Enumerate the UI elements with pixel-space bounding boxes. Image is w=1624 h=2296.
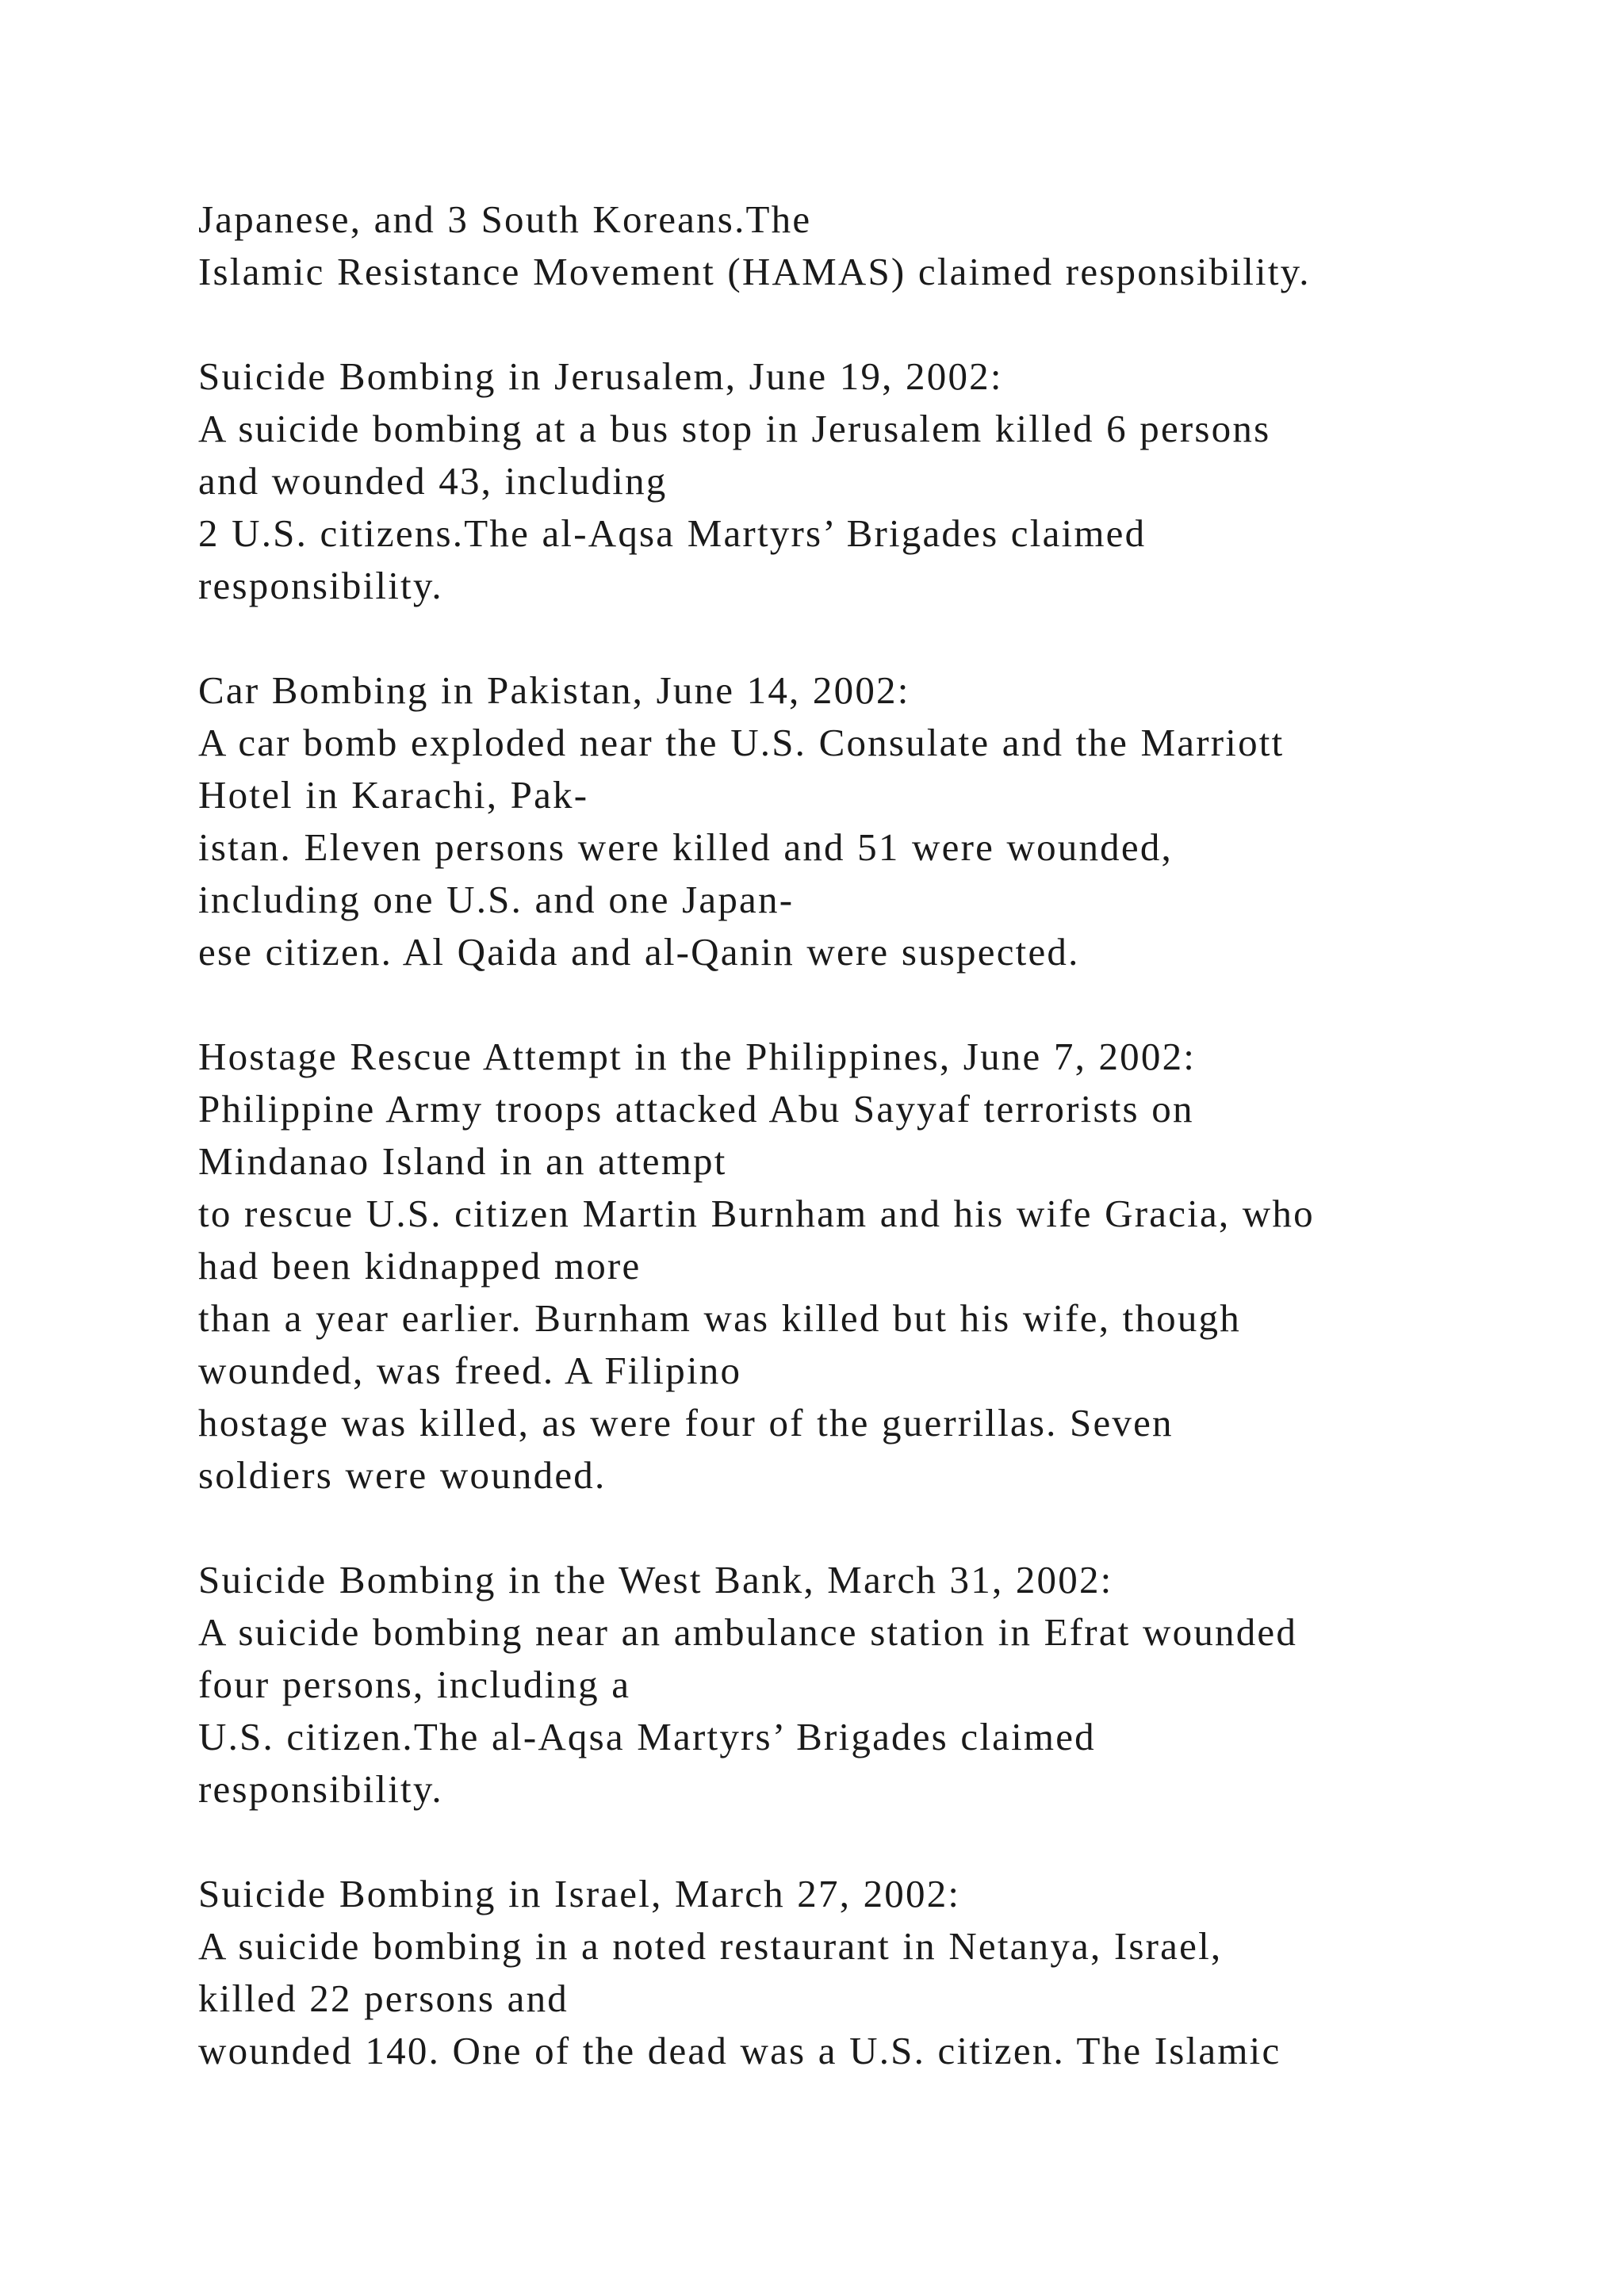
section-heading: Hostage Rescue Attempt in the Philippines, June 7, 2002: <box>198 1035 1197 1078</box>
text-line: A suicide bombing in a noted restaurant in Netanya, Israel, <box>198 1924 1223 1968</box>
text-line: Japanese, and 3 South Koreans.The <box>198 197 812 241</box>
text-line: Islamic Resistance Movement (HAMAS) claimed responsibility. <box>198 250 1311 293</box>
text-line: A suicide bombing near an ambulance station in Efrat wounded <box>198 1610 1298 1654</box>
section-heading: Car Bombing in Pakistan, June 14, 2002: <box>198 668 910 712</box>
text-line: to rescue U.S. citizen Martin Burnham and his wife Gracia, who <box>198 1192 1315 1235</box>
paragraph-gap <box>198 298 1594 350</box>
text-line: responsibility. <box>198 564 443 607</box>
text-line: responsibility. <box>198 1767 443 1811</box>
text-line: A suicide bombing at a bus stop in Jerusalem killed 6 persons <box>198 407 1271 450</box>
text-line: Hotel in Karachi, Pak- <box>198 773 589 817</box>
text-line: wounded, was freed. A Filipino <box>198 1349 742 1392</box>
text-line: wounded 140. One of the dead was a U.S. citizen. The Islamic <box>198 2029 1281 2072</box>
paragraph-gap <box>198 1816 1594 1868</box>
paragraph-gap <box>198 978 1594 1031</box>
text-line: Philippine Army troops attacked Abu Sayyaf terrorists on <box>198 1087 1194 1131</box>
text-line: Mindanao Island in an attempt <box>198 1139 727 1183</box>
text-line: ese citizen. Al Qaida and al-Qanin were suspected. <box>198 930 1080 974</box>
text-line: had been kidnapped more <box>198 1244 642 1288</box>
document-text <box>198 193 1594 2077</box>
section-heading: Suicide Bombing in Jerusalem, June 19, 2002: <box>198 354 1003 398</box>
text-line: than a year earlier. Burnham was killed but his wife, though <box>198 1296 1241 1340</box>
text-line: A car bomb exploded near the U.S. Consulate and the Marriott <box>198 721 1285 764</box>
text-line: including one U.S. and one Japan- <box>198 878 795 921</box>
text-line: U.S. citizen.The al-Aqsa Martyrs’ Brigades claimed <box>198 1715 1096 1758</box>
paragraph-gap <box>198 1502 1594 1554</box>
text-line: hostage was killed, as were four of the guerrillas. Seven <box>198 1401 1174 1445</box>
text-line: 2 U.S. citizens.The al-Aqsa Martyrs’ Brigades claimed <box>198 511 1147 555</box>
section-heading: Suicide Bombing in Israel, March 27, 2002: <box>198 1872 961 1915</box>
section-heading: Suicide Bombing in the West Bank, March 31, 2002: <box>198 1558 1113 1601</box>
text-line: soldiers were wounded. <box>198 1453 607 1497</box>
paragraph-gap <box>198 612 1594 664</box>
text-line: istan. Eleven persons were killed and 51 were wounded, <box>198 825 1173 869</box>
text-line: and wounded 43, including <box>198 459 668 503</box>
text-line: killed 22 persons and <box>198 1976 569 2020</box>
text-line: four persons, including a <box>198 1663 631 1706</box>
